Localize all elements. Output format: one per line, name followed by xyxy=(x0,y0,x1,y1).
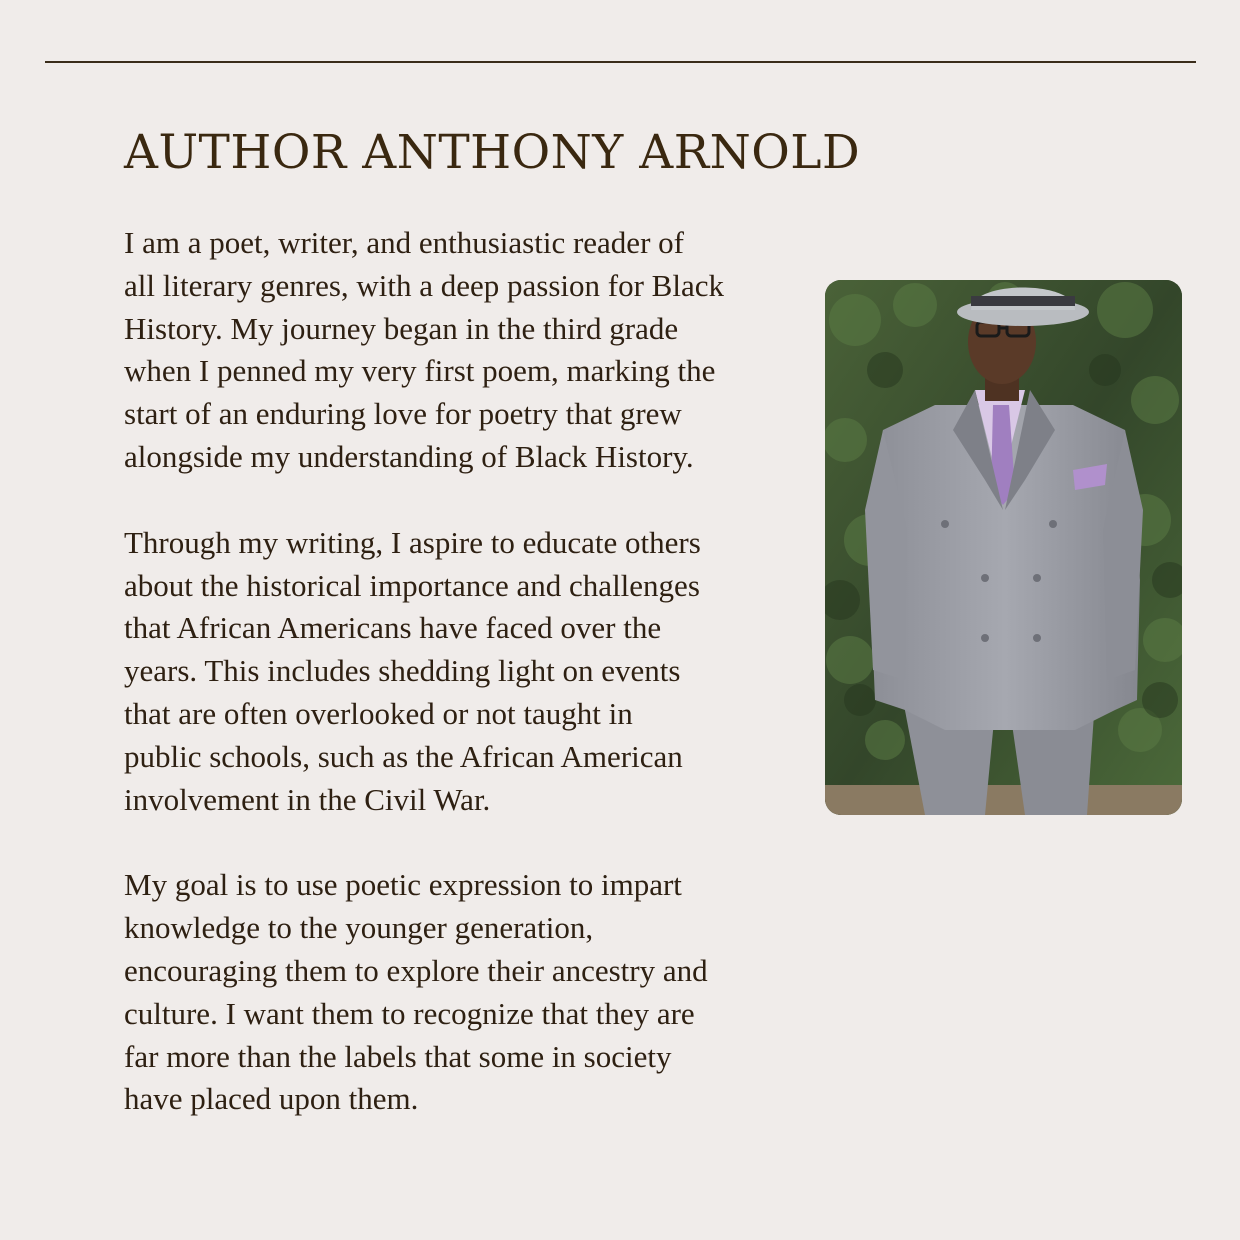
bio-paragraph-2: Through my writing, I aspire to educate others about the historical importance and challenges that African Americans have faced over the years. This includes shedding light on events that are often overlooked or not taught in public schools, such as the African American involvement in the Civil War. xyxy=(124,524,701,817)
page-title: AUTHOR ANTHONY ARNOLD xyxy=(124,125,861,180)
top-divider xyxy=(45,61,1196,63)
bio-paragraph-3: My goal is to use poetic expression to impart knowledge to the younger generation, encouraging them to explore their ancestry and culture. I want them to recognize that they are far more than the labels that some in society have placed upon them. xyxy=(124,867,708,1117)
author-portrait-image xyxy=(825,280,1182,815)
bio-paragraph-1: I am a poet, writer, and enthusiastic reader of all literary genres, with a deep passion for Black History. My journey began in the third grade when I penned my very first poem, marking the start of an enduring love for poetry that grew alongside my understanding of Black History. xyxy=(124,225,724,474)
author-photo xyxy=(825,280,1182,815)
author-bio xyxy=(124,222,804,1164)
ground xyxy=(825,785,1182,815)
hat-band xyxy=(971,296,1075,306)
